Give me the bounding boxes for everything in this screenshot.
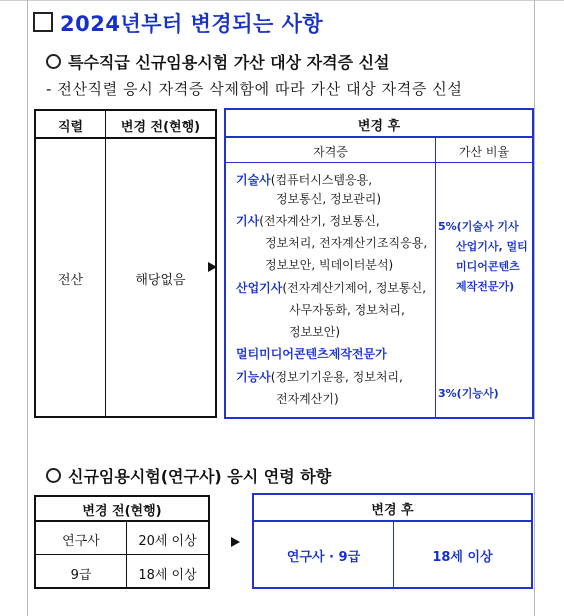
certificate-fields: 전자계산기)	[276, 392, 339, 406]
section2-heading: 신규임용시험(연구사) 응시 연령 하향	[68, 467, 332, 486]
certificate-line	[289, 324, 340, 340]
before-table-2	[34, 495, 210, 589]
before-cell: 해당없음	[135, 273, 186, 288]
certificate-line	[236, 213, 380, 229]
certificate-fields: 정보통신, 정보관리)	[276, 192, 382, 206]
col-header-series: 직렬	[57, 120, 84, 135]
before-table-1	[34, 109, 217, 418]
before-header-2: 변경 전(현행)	[82, 504, 162, 519]
certificate-fields: 정보보안)	[289, 325, 341, 339]
certificate-name: 멀티미디어콘텐츠제작전문가	[236, 347, 387, 361]
rate-5pct-line4: 제작전문가)	[456, 280, 515, 293]
after-header-2: 변경 후	[371, 503, 414, 518]
row2-rank: 9급	[70, 568, 92, 583]
after-header: 변경 후	[357, 119, 401, 134]
certificate-name: 기능사	[236, 370, 271, 384]
after-rank: 연구사 · 9급	[286, 550, 361, 565]
certificate-line	[276, 191, 381, 207]
certificate-line	[236, 280, 426, 296]
section1-heading: 특수직급 신규임용시험 가산 대상 자격증 신설	[68, 53, 390, 72]
row1-rank: 연구사	[62, 534, 100, 549]
rate-3pct: 3%(기능사)	[438, 387, 499, 400]
rate-5pct-line2: 산업기사, 멀티	[456, 240, 528, 253]
certificate-line	[265, 235, 427, 251]
certificate-fields: (정보기기운용, 정보처리,	[270, 370, 403, 384]
col-header-cert: 자격증	[313, 145, 348, 159]
checkbox-square-icon	[33, 12, 53, 32]
arrow-right-icon	[208, 262, 217, 272]
page-title: 2024년부터 변경되는 사항	[60, 12, 324, 36]
certificate-line	[236, 172, 372, 188]
certificate-line	[265, 257, 393, 273]
row2-age: 18세 이상	[138, 568, 197, 583]
rate-5pct-line3: 미디어콘텐츠	[456, 260, 520, 273]
certificate-name: 산업기사	[236, 281, 283, 295]
certificate-line	[289, 302, 405, 318]
certificate-line	[236, 346, 387, 362]
section1-subtext: - 전산직렬 응시 자격증 삭제함에 따라 가산 대상 자격증 신설	[46, 80, 463, 98]
certificate-fields: (전자계산기제어, 정보통신,	[282, 281, 427, 295]
after-table-2	[252, 493, 533, 589]
col-header-before: 변경 전(현행)	[120, 120, 201, 135]
certificate-fields: (전자계산기, 정보통신,	[259, 214, 380, 228]
certificate-line	[276, 391, 339, 407]
rate-5pct-line1: 5%(기술사 기사	[438, 220, 519, 233]
certificate-fields: (컴퓨터시스템응용,	[270, 173, 373, 187]
arrow-right-icon	[231, 537, 240, 547]
circle-bullet-icon	[46, 54, 61, 69]
certificate-fields: 사무자동화, 정보처리,	[289, 303, 405, 317]
certificate-line	[236, 369, 403, 385]
after-age: 18세 이상	[432, 550, 493, 565]
circle-bullet-icon	[46, 468, 61, 483]
certificate-fields: 정보처리, 전자계산기조직응용,	[265, 236, 428, 250]
series-cell: 전산	[57, 273, 84, 288]
certificate-name: 기사	[236, 214, 260, 228]
certificate-name: 기술사	[236, 173, 271, 187]
col-header-rate: 가산 비율	[458, 145, 510, 159]
certificate-fields: 정보보안, 빅데이터분석)	[265, 258, 394, 272]
row1-age: 20세 이상	[138, 534, 197, 549]
